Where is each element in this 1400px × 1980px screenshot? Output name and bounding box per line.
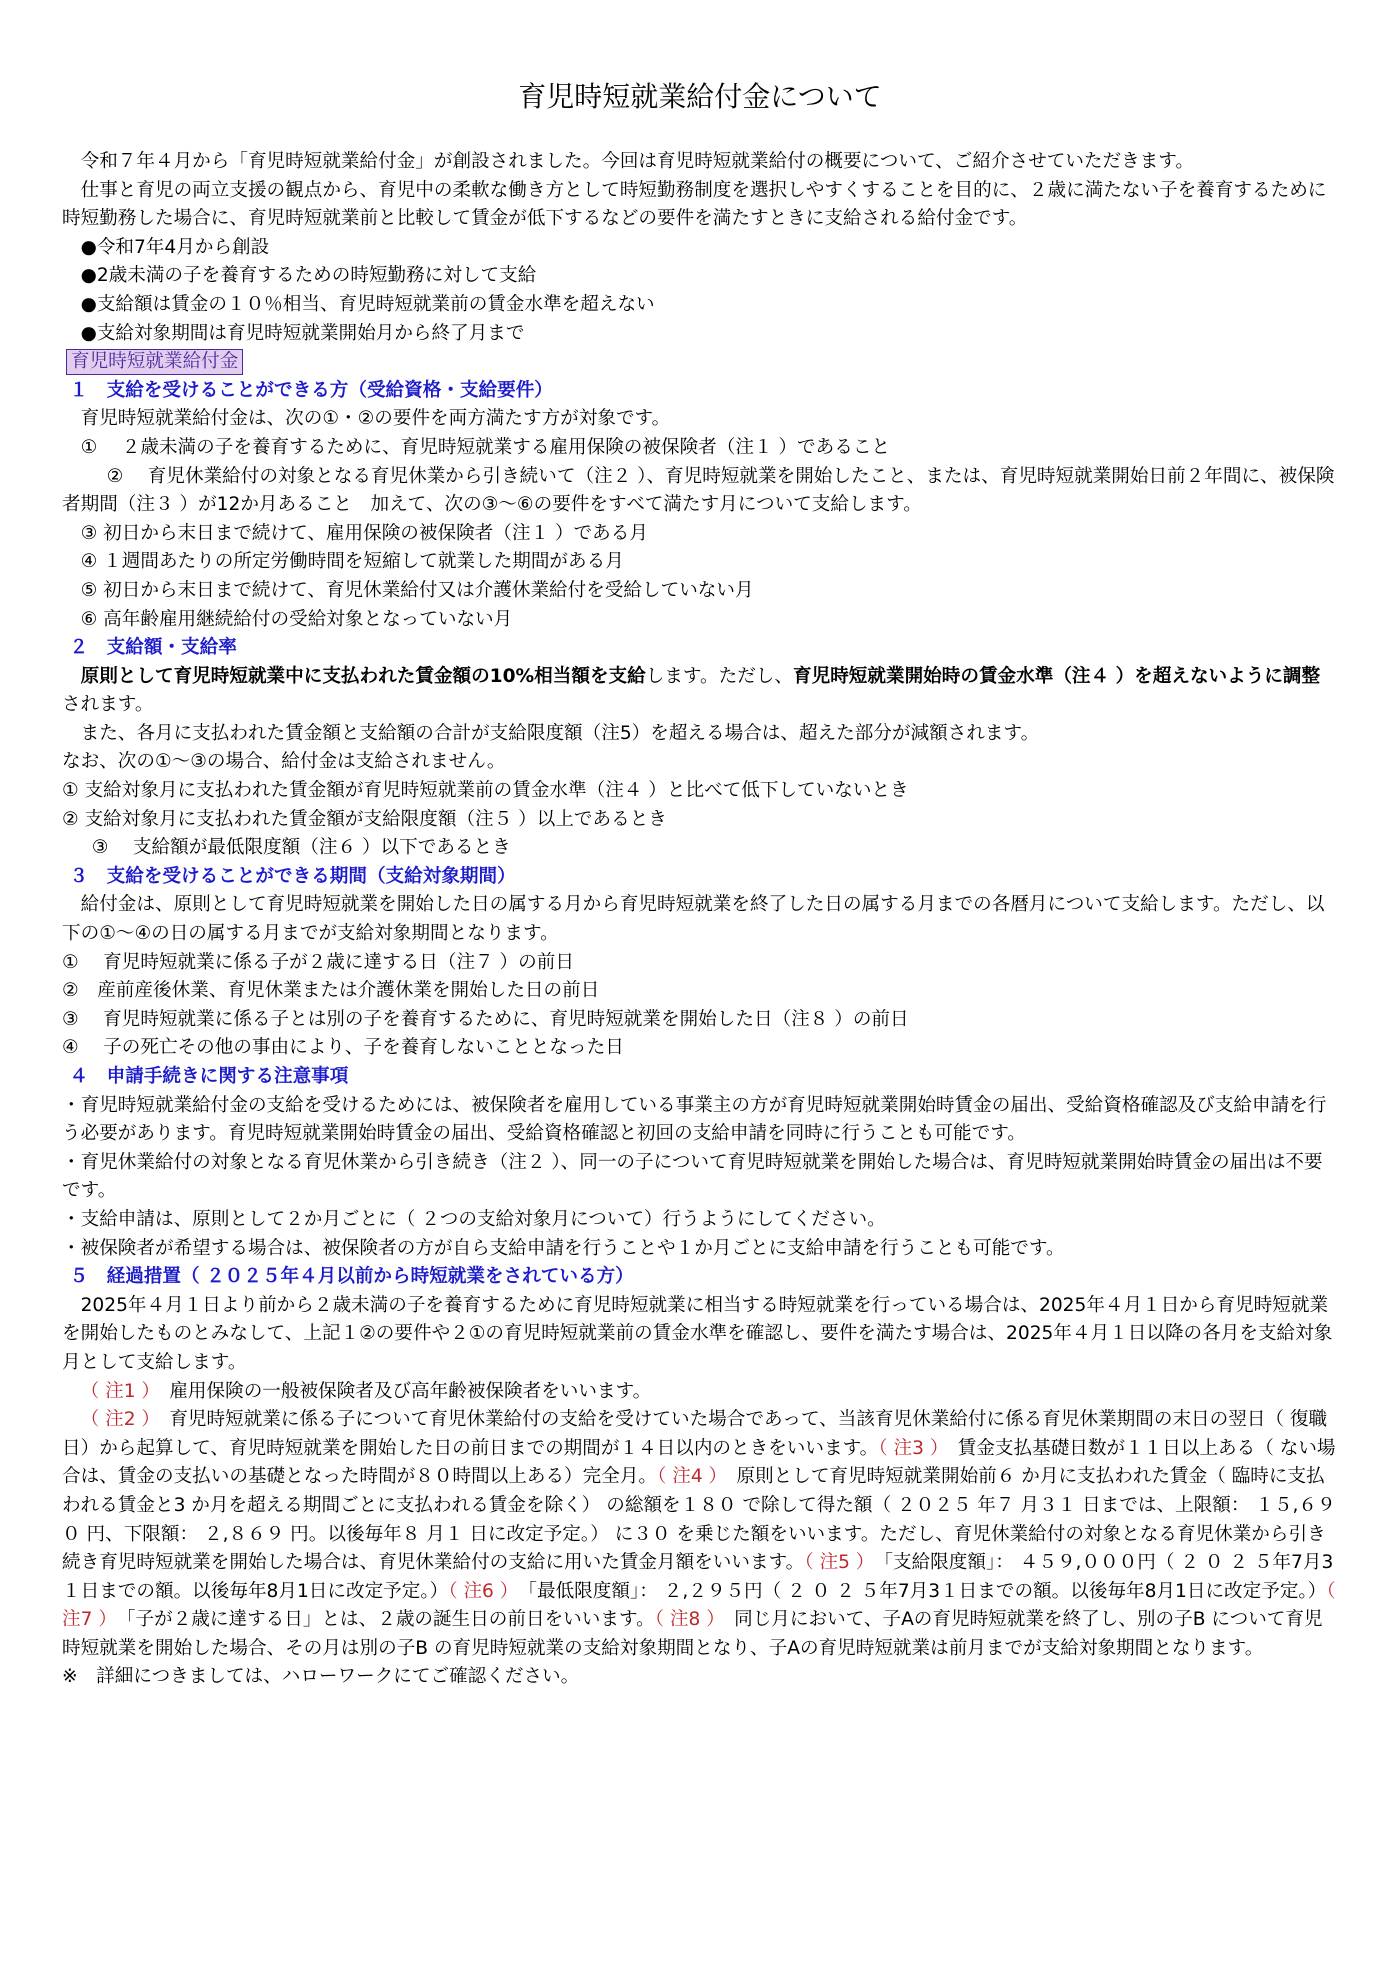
exclusion-item: ③ 支給額が最低限度額（注６ ）以下であるとき <box>91 837 511 859</box>
note-label: （ 注5 ） <box>804 1552 866 1574</box>
requirement-1: ① ２歳未満の子を養育するために、育児時短就業する雇用保険の被保険者（注１ ）であること <box>80 436 891 458</box>
note-label: （ 注1 ） <box>80 1380 151 1402</box>
period-item: ② 産前産後休業、育児休業または介護休業を開始した日の前日 <box>62 980 600 1002</box>
note-label: （ 注7 ） <box>62 1580 1336 1631</box>
summary-bullet: ●令和7年4月から創設 <box>80 236 270 258</box>
notice-item: ・育児時短就業給付金の支給を受けるためには、被保険者を雇用している事業主の方が育児時短就業開始時賃金の届出、受給資格確認及び支給申請を行う必要があります。育児時短就業開始時賃金の届出、受給資格確認と初回の支給申請を同時に行うことも可能です。 <box>62 1094 1327 1145</box>
note-label: （ 注8 ） <box>654 1609 716 1631</box>
section-tag-label: 育児時短就業給付金 <box>66 349 243 375</box>
notice-item: ・育児休業給付の対象となる育児休業から引き続き（注２ ）、同一の子について育児時短就業を開始した場合は、育児時短就業開始時賃金の届出は不要です。 <box>62 1151 1323 1202</box>
period-item: ③ 育児時短就業に係る子とは別の子を養育するために、育児時短就業を開始した日（注８ ）の前日 <box>62 1008 909 1030</box>
intro-paragraph-1: 令和７年４月から「育児時短就業給付金」が創設されました。今回は育児時短就業給付の概要について、ご紹介させていただきます。 <box>80 151 1194 172</box>
document-page <box>62 80 1338 1692</box>
exclusion-item: ② 支給対象月に支払われた賃金額が支給限度額（注５ ）以上であるとき <box>62 808 667 830</box>
section-2-paragraph-2: また、各月に支払われた賃金額と支給額の合計が支給限度額（注5）を超える場合は、超えた部分が減額されます。 <box>80 722 1040 744</box>
note-label: （ 注6 ） <box>448 1580 510 1602</box>
summary-bullet: ●支給額は賃金の１０％相当、育児時短就業前の賃金水準を超えない <box>80 293 655 315</box>
note-1: （ 注1 ） 雇用保険の一般被保険者及び高年齢被保険者をいいます。 <box>80 1380 652 1402</box>
section-3-heading: ３ 支給を受けることができる期間（支給対象期間） <box>69 865 516 887</box>
summary-bullet: ●2歳未満の子を養育するための時短勤務に対して支給 <box>80 265 537 287</box>
notice-item: ・被保険者が希望する場合は、被保険者の方が自ら支給申請を行うことや１か月ごとに支給申請を行うことも可能です。 <box>62 1237 1065 1259</box>
summary-bullet: ●支給対象期間は育児時短就業開始月から終了月まで <box>80 322 525 344</box>
section-5-body: 2025年４月１日より前から２歳未満の子を養育するために育児時短就業に相当する時短就業を行っている場合は、2025年４月１日から育児時短就業を開始したものとみなして、上記１②の要件や２①の育児時短就業前の賃金水準を確認し、要件を満たす場合は、2025年４月１日以降の各月を支給対象月として支給します。 <box>62 1294 1333 1373</box>
section-2-heading: ２ 支給額・支給率 <box>69 637 237 659</box>
condition-item: ⑥ 高年齢雇用継続給付の受給対象となっていない月 <box>80 608 513 630</box>
notice-item: ・支給申請は、原則として２か月ごとに（ ２つの支給対象月について）行うようにしてください。 <box>62 1208 886 1230</box>
intro-paragraph-2: 仕事と育児の両立支援の観点から、育児中の柔軟な働き方として時短勤務制度を選択しやすくすることを目的に、２歳に満たない子を養育するために時短勤務した場合に、育児時短就業前と比較して賃金が低下するなどの要件を満たすときに支給される給付金です。 <box>62 179 1327 230</box>
section-1-lead: 育児時短就業給付金は、次の①・②の要件を両方満たす方が対象です。 <box>80 408 671 430</box>
note-label: （ 注2 ） <box>80 1409 151 1431</box>
section-2-paragraph-3: なお、次の①～③の場合、給付金は支給されません。 <box>62 751 506 773</box>
section-5-heading: ５ 経過措置（ ２０２５年４月以前から時短就業をされている方） <box>69 1266 634 1288</box>
period-item: ① 育児時短就業に係る子が２歳に達する日（注７ ）の前日 <box>62 951 574 973</box>
condition-item: ⑤ 初日から末日まで続けて、育児休業給付又は介護休業給付を受給していない月 <box>80 579 754 601</box>
section-2-paragraph-1: 原則として育児時短就業中に支払われた賃金額の10%相当額を支給します。ただし、育児時短就業開始時の賃金水準（注４ ）を超えないように調整されます。 <box>62 665 1321 716</box>
requirement-2: ② 育児休業給付の対象となる育児休業から引き続いて（注２ ）、育児時短就業を開始したこと、または、育児時短就業開始日前２年間に、被保険者期間（注３ ）が12か月あること 加えて、次の③～⑥の要件をすべて満たす月について支給します。 <box>62 465 1335 516</box>
exclusion-item: ① 支給対象月に支払われた賃金額が育児時短就業前の賃金水準（注４ ）と比べて低下していないとき <box>62 780 909 802</box>
period-item: ④ 子の死亡その他の事由により、子を養育しないこととなった日 <box>62 1037 624 1059</box>
condition-item: ④ １週間あたりの所定労働時間を短縮して就業した期間がある月 <box>80 551 624 573</box>
page-title: 育児時短就業給付金について <box>518 80 882 113</box>
section-4-heading: ４ 申請手続きに関する注意事項 <box>69 1066 349 1087</box>
footer-note: ※ 詳細につきましては、ハローワークにてご確認ください。 <box>62 1666 580 1688</box>
note-label: （ 注3 ） <box>878 1437 940 1459</box>
condition-item: ③ 初日から末日まで続けて、雇用保険の被保険者（注１ ）である月 <box>80 522 648 544</box>
notes-block: （ 注2 ） 育児時短就業に係る子について育児休業給付の支給を受けていた場合であって、当該育児休業給付に係る育児休業期間の末日の翌日（ 復職日）から起算して、育児時短就業を開始した日の前日までの期間が１４日以内のときをいいます。（ 注3 ） 賃金支払基礎日数が１１日以上ある（ ない場合は、賃金の支払いの基礎となった時間が８０時間以上ある）完全月。（ 注4 ） 原則として育児時短就業開始前６ か月に支払われた賃金（ 臨時に支払われる賃金と3 か月を超える期間ごとに支払われる賃金を除く） の総額を１８０ で除して得た額（ ２０２５ 年７ 月３１ 日までは、上限額： １５,６９０ 円、下限額： ２,８６９ 円。以後毎年８ 月１ 日に改定予定。） に３０ を乗じた額をいいます。ただし、育児休業給付の対象となる育児休業から引き続き育児時短就業を開始した場合は、育児休業給付の支給に用いた賃金月額をいいます。（ 注5 ） 「支給限度額」： ４５９,０００円（ ２ ０ ２ ５年7月3１日までの額。以後毎年8月1日に改定予定。）（ 注6 ） 「最低限度額」： ２,２９５円（ ２ ０ ２ ５年7月3１日までの額。以後毎年8月1日に改定予定。）（ 注7 ） 「子が２歳に達する日」とは、２歳の誕生日の前日をいいます。（ 注8 ） 同じ月において、子Aの育児時短就業を終了し、別の子B について育児時短就業を開始した場合、その月は別の子B の育児時短就業の支給対象期間となり、子Aの育児時短就業は前月までが支給対象期間となります。 <box>62 1409 1336 1659</box>
note-label: （ 注4 ） <box>657 1466 718 1488</box>
section-3-lead: 給付金は、原則として育児時短就業を開始した日の属する月から育児時短就業を終了した日の属する月までの各暦月について支給します。ただし、以下の①～④の日の属する月までが支給対象期間となります。 <box>62 894 1325 945</box>
section-1-heading: １ 支給を受けることができる方（受給資格・支給要件） <box>69 379 553 401</box>
